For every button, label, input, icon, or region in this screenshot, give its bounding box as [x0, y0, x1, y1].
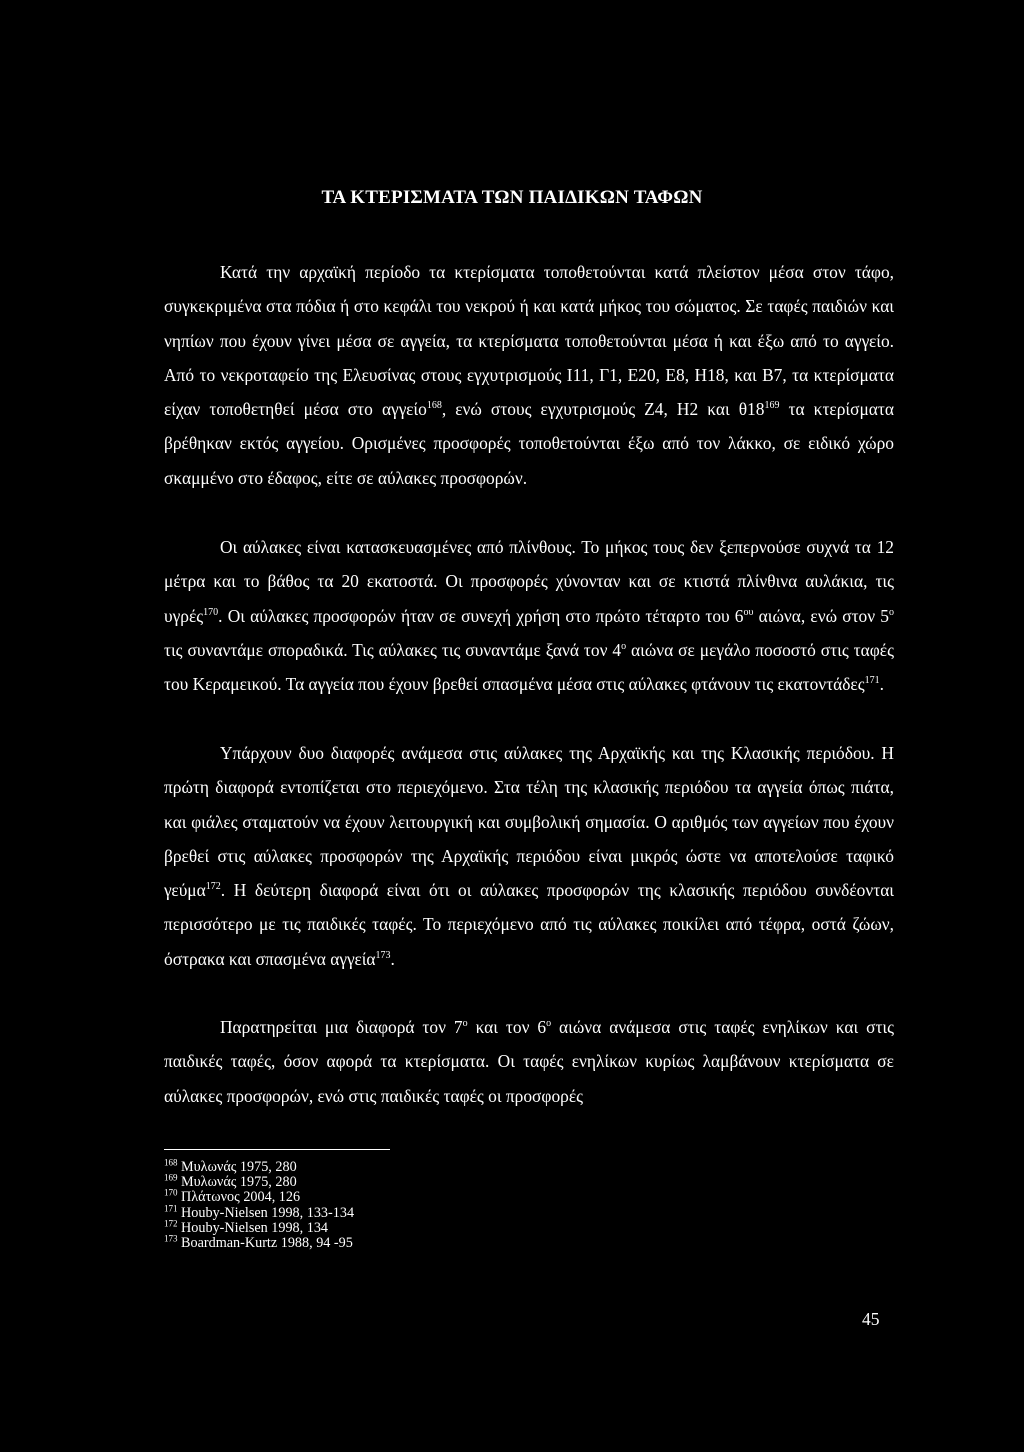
text-run: και τον 6 — [467, 1017, 547, 1037]
paragraph-1 — [164, 255, 894, 495]
footnote-text: Μυλωνάς 1975, 280 — [181, 1174, 297, 1191]
footnote-separator — [164, 1149, 390, 1150]
footnote-number: 170 — [164, 1187, 178, 1198]
text-run: τα κτερίσματα βρέθηκαν εκτός αγγείου. Ορισμένες προσφορές τοποθετούνται έξω από τον λάκκο, σε ειδικό χώρο σκαμμένο στο έδαφος, είτε σε αύλακες προσφορών. — [164, 399, 895, 488]
footnote-text: Πλάτωνος 2004, 126 — [181, 1189, 301, 1206]
footnote-text: Houby-Nielsen 1998, 133-134 — [181, 1204, 355, 1221]
footnote-ref-173: 173 — [375, 949, 391, 961]
ordinal-suffix: ου — [743, 606, 754, 618]
footnote-number: 169 — [164, 1172, 178, 1183]
text-run: αιώνα σε μεγάλο ποσοστό στις ταφές του Κεραμεικού. Τα αγγεία που έχουν βρεθεί σπασμένα μέσα στις αύλακες φτάνουν τις εκατοντάδες — [164, 639, 894, 695]
ordinal-suffix: ο — [462, 1018, 468, 1030]
footnote-173 — [164, 1233, 354, 1252]
text-run: . Οι αύλακες προσφορών ήταν σε συνεχή χρήση στο πρώτο τέταρτο του 6 — [218, 605, 744, 626]
text-run: Υπάρχουν δυο διαφορές ανάμεσα στις αύλακες της Αρχαϊκής και της Κλασικής περιόδου. Η πρώτη διαφορά εντοπίζεται στο περιεχόμενο. Στα τέλη της κλασικής περιόδου τα αγγεία όπως πιάτα, και φιάλες σταματούν να έχουν λειτουργική και συμβολική σημασία. Ο αριθμός των αγγείων που έχουν βρεθεί στις αύλακες προσφορών της Αρχαϊκής περιόδου είναι μικρός ώστε να αποτελούσε ταφικό γεύμα — [164, 743, 894, 901]
footnote-ref-168: 168 — [426, 400, 442, 412]
footnote-ref-172: 172 — [205, 881, 221, 893]
text-run: Οι αύλακες είναι κατασκευασμένες από πλίνθους. Το μήκος τους δεν ξεπερνούσε συχνά τα 12 μέτρα και το βάθος τα 20 εκατοστά. Οι προσφορές χύνονταν και σε κτιστά πλίνθινα αυλάκια, τις υγρές — [164, 537, 894, 626]
footnote-number: 172 — [164, 1218, 178, 1229]
text-run: αιώνα, ενώ στον 5 — [753, 605, 889, 626]
footnote-text: Houby-Nielsen 1998, 134 — [181, 1219, 329, 1236]
footnotes — [164, 1157, 355, 1252]
page-number: 45 — [862, 1309, 880, 1329]
page-title: ΤΑ ΚΤΕΡΙΣΜΑΤΑ ΤΩΝ ΠΑΙΔΙΚΩΝ ΤΑΦΩΝ — [321, 187, 703, 208]
footnote-168 — [164, 1157, 354, 1175]
footnote-number: 168 — [164, 1157, 178, 1168]
footnote-170 — [164, 1187, 354, 1206]
text-run: Παρατηρείται μια διαφορά τον 7 — [220, 1017, 463, 1037]
paragraph-2 — [164, 530, 894, 701]
ordinal-suffix: ο — [889, 606, 894, 618]
text-run: , ενώ στους εγχυτρισμούς Ζ4, Η2 και θ18 — [441, 399, 765, 420]
paragraph-4 — [164, 1010, 894, 1113]
footnote-number: 171 — [164, 1202, 178, 1213]
footnote-text: Boardman-Kurtz 1988, 94 -95 — [181, 1235, 353, 1252]
ordinal-suffix: ο — [546, 1018, 552, 1030]
text-run: τις συναντάμε σποραδικά. Τις αύλακες τις συναντάμε ξανά τον 4 — [164, 639, 622, 660]
text-run: Κατά την αρχαϊκή περίοδο τα κτερίσματα τοποθετούνται κατά πλείστον μέσα στον τάφο, συγκεκριμένα στα πόδια ή στο κεφάλι του νεκρού ή και κατά μήκος του σώματος. Σε ταφές παιδιών και νηπίων που έχουν γίνει μέσα σε αγγεία, τα κτερίσματα τοποθετούνται μέσα ή και έξω από το αγγείο. Από το νεκροταφείο της Ελευσίνας στους εγχυτρισμούς Ι11, Γ1, Ε20, Ε8, Η18, και Β7, τα κτερίσματα είχαν τοποθετηθεί μέσα στο αγγείο — [164, 262, 894, 420]
text-run: . — [390, 948, 395, 969]
footnote-ref-169: 169 — [764, 400, 780, 412]
ordinal-suffix: ο — [621, 641, 627, 653]
text-run: . Η δεύτερη διαφορά είναι ότι οι αύλακες προσφορών της κλασικής περιόδου συνδέονται περισσότερο με τις παιδικές ταφές. Το περιεχόμενο από τις αύλακες ποικίλει από τέφρα, οστά ζώων, όστρακα και σπασμένα αγγεία — [164, 880, 894, 969]
text-run: . — [879, 674, 884, 695]
text-run: αιώνα ανάμεσα στις ταφές ενηλίκων και στις παιδικές ταφές, όσον αφορά τα κτερίσματα. Οι ταφές ενηλίκων κυρίως λαμβάνουν κτερίσματα σε αύλακες προσφορών, ενώ στις παιδικές ταφές οι προσφορές — [164, 1017, 894, 1106]
footnote-ref-170: 170 — [203, 606, 219, 618]
footnote-number: 173 — [164, 1233, 178, 1244]
footnote-ref-171: 171 — [864, 675, 880, 687]
footnote-text: Μυλωνάς 1975, 280 — [181, 1159, 297, 1175]
footnote-171 — [164, 1202, 355, 1221]
paragraph-3 — [164, 736, 894, 976]
footnote-172 — [164, 1218, 354, 1236]
